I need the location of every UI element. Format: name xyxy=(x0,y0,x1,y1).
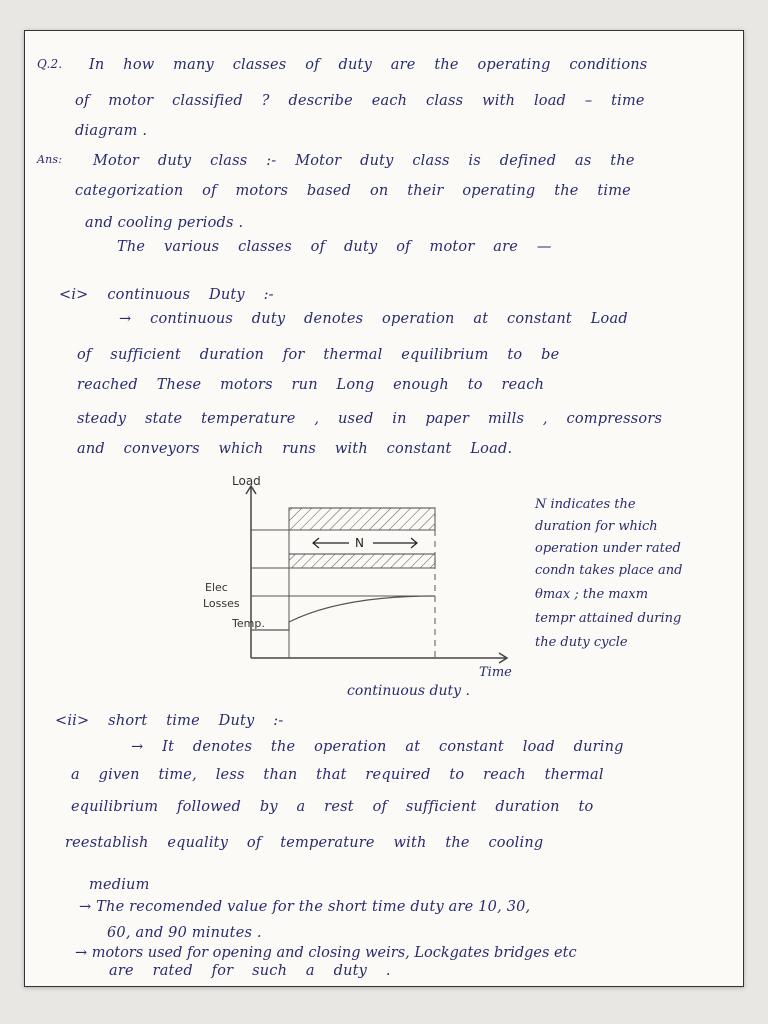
elec-label: Elec xyxy=(205,581,228,594)
diagram-note-line: operation under rated xyxy=(535,541,681,556)
question-number: Q.2. xyxy=(37,57,63,71)
diagram-note-line: condn takes place and xyxy=(535,563,683,578)
temperature-rise-curve xyxy=(251,596,435,630)
temp-label: Temp. xyxy=(232,617,265,630)
duration-n-label: N xyxy=(355,536,364,550)
load-axis xyxy=(246,486,256,658)
load-hatch-band xyxy=(289,508,435,530)
losses-hatch-band xyxy=(289,554,435,568)
time-axis-label: Time xyxy=(479,665,512,680)
load-axis-label: Load xyxy=(232,476,261,488)
notebook-page: Q.2. In how many classes of duty are the operating conditions of motor classified ? describe each class with load – time diagram . Ans: Motor duty class :- Motor duty class is defined as the categorization of motors based on their operating the time and cooling periods . The various classes of duty of motor are — <i> continuous Duty :- → continuous duty denotes operation at constant Load of sufficient duration for thermal equilibrium to be reached These motors run Long enough to reach steady state temperature , used in paper mills , compressors and conveyors which runs with constant Load. Load Elec Losses Temp. N Time continuous duty . N indicates the duration for which operation under rated condn takes place and θmax ; the maxm tempr attained during the duty cycle <ii> short time Duty :- → It denotes the operation at constant load during a given time, less than that required to reach thermal equilibrium followed by a rest of sufficient duration to reestablish equality of temperature with the cooling medium → The recomended value for the short time duty are 10, 30, 60, and 90 minutes . → motors used for opening and closing weirs, Lockgates bridges etc are rated for such a duty . xyxy=(24,30,744,987)
diagram-note-line: duration for which xyxy=(535,519,658,534)
losses-label: Losses xyxy=(203,597,240,610)
continuous-duty-diagram xyxy=(195,476,535,696)
diagram-note-line: N indicates the xyxy=(535,497,636,512)
diagram-note-line: θmax ; the maxm xyxy=(535,587,649,602)
duration-arrow xyxy=(313,538,417,548)
diagram-note-line: the duty cycle xyxy=(535,635,628,650)
diagram-note-line: tempr attained during xyxy=(535,611,682,626)
diagram-caption: continuous duty . xyxy=(347,683,470,699)
answer-label: Ans: xyxy=(37,153,63,166)
